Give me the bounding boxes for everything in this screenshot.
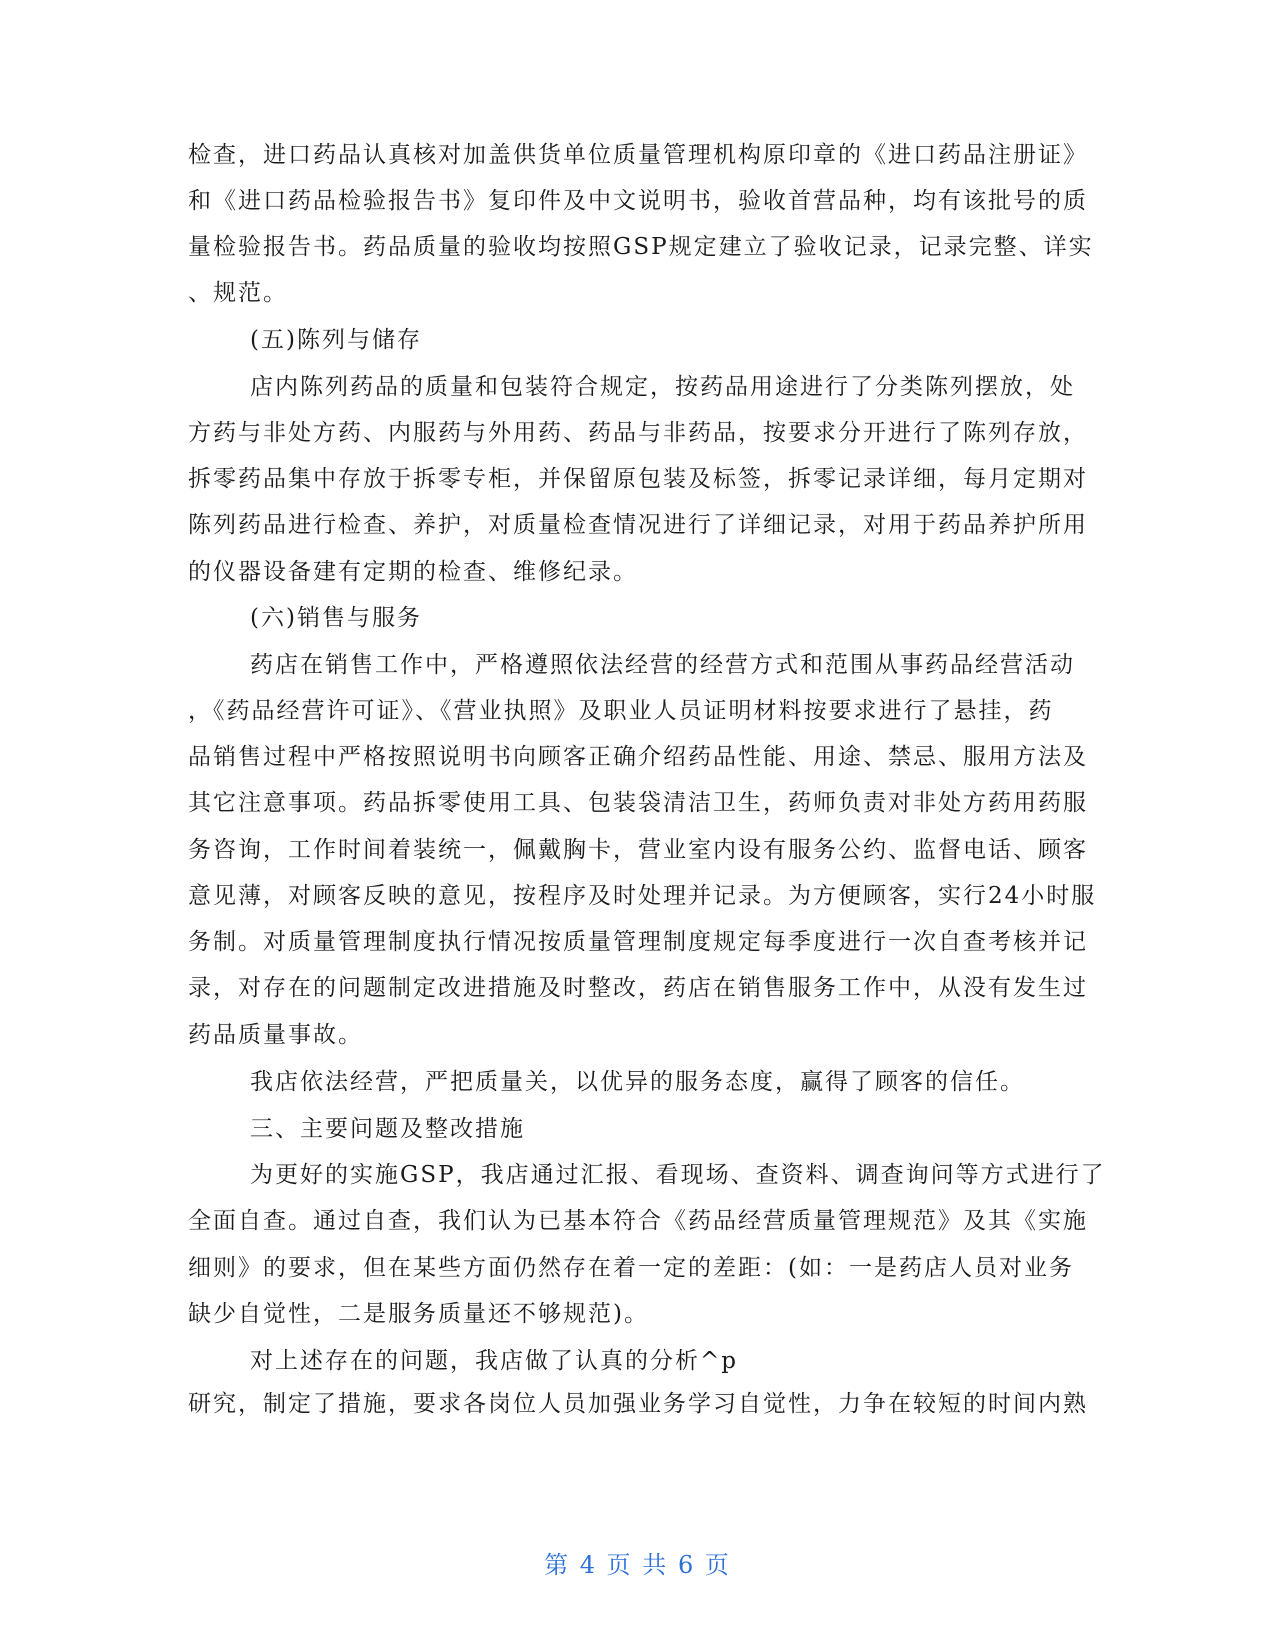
text-line: 品销售过程中严格按照说明书向顾客正确介绍药品性能、用途、禁忌、服用方法及 (188, 744, 1088, 770)
text-line: 务制。对质量管理制度执行情况按质量管理制度规定每季度进行一次自查考核并记 (188, 929, 1088, 955)
text-line: 和《进口药品检验报告书》复印件及中文说明书，验收首营品种，均有该批号的质 (188, 188, 1088, 214)
text-line: 我店依法经营，严把质量关，以优异的服务态度，赢得了顾客的信任。 (250, 1069, 1025, 1095)
text-line: 为更好的实施GSP，我店通过汇报、看现场、查资料、调查询问等方式进行了 (250, 1162, 1106, 1188)
text-line: 对上述存在的问题，我店做了认真的分析^p (250, 1348, 738, 1374)
text-line: 的仪器设备建有定期的检查、维修纪录。 (188, 559, 638, 585)
page-number-footer: 第 4 页 共 6 页 (544, 1551, 731, 1579)
text-line: 其它注意事项。药品拆零使用工具、包装袋清洁卫生，药师负责对非处方药用药服 (188, 790, 1088, 816)
text-line: 量检验报告书。药品质量的验收均按照GSP规定建立了验收记录，记录完整、详实 (188, 234, 1094, 260)
section-heading: (五)陈列与储存 (250, 327, 422, 353)
text-line: 细则》的要求，但在某些方面仍然存在着一定的差距：(如：一是药店人员对业务 (188, 1255, 1074, 1281)
text-line: 缺少自觉性，二是服务质量还不够规范)。 (188, 1301, 649, 1327)
text-line: 店内陈列药品的质量和包装符合规定，按药品用途进行了分类陈列摆放，处 (250, 374, 1075, 400)
text-line: 药店在销售工作中，严格遵照依法经营的经营方式和范围从事药品经营活动 (250, 652, 1075, 678)
section-heading: (六)销售与服务 (250, 605, 422, 631)
text-line: 陈列药品进行检查、养护，对质量检查情况进行了详细记录，对用于药品养护所用 (188, 512, 1088, 538)
text-line: 研究，制定了措施，要求各岗位人员加强业务学习自觉性，力争在较短的时间内熟 (188, 1391, 1088, 1417)
text-line: 方药与非处方药、内服药与外用药、药品与非药品，按要求分开进行了陈列存放， (188, 420, 1088, 446)
text-line: 药品质量事故。 (188, 1022, 363, 1048)
section-heading: 三、主要问题及整改措施 (250, 1116, 525, 1142)
text-line: 拆零药品集中存放于拆零专柜，并保留原包装及标签，拆零记录详细，每月定期对 (188, 466, 1088, 492)
text-line: 、规范。 (188, 280, 288, 306)
text-line: 录，对存在的问题制定改进措施及时整改，药店在销售服务工作中，从没有发生过 (188, 975, 1088, 1001)
text-line: 意见薄，对顾客反映的意见，按程序及时处理并记录。为方便顾客，实行24小时服 (188, 883, 1097, 909)
text-line: 检查，进口药品认真核对加盖供货单位质量管理机构原印章的《进口药品注册证》 (188, 142, 1088, 168)
text-line: 全面自查。通过自查，我们认为已基本符合《药品经营质量管理规范》及其《实施 (188, 1208, 1088, 1234)
text-line: ，《药品经营许可证》、《营业执照》及职业人员证明材料按要求进行了悬挂，药 (188, 698, 1054, 724)
text-line: 务咨询，工作时间着装统一，佩戴胸卡，营业室内设有服务公约、监督电话、顾客 (188, 837, 1088, 863)
